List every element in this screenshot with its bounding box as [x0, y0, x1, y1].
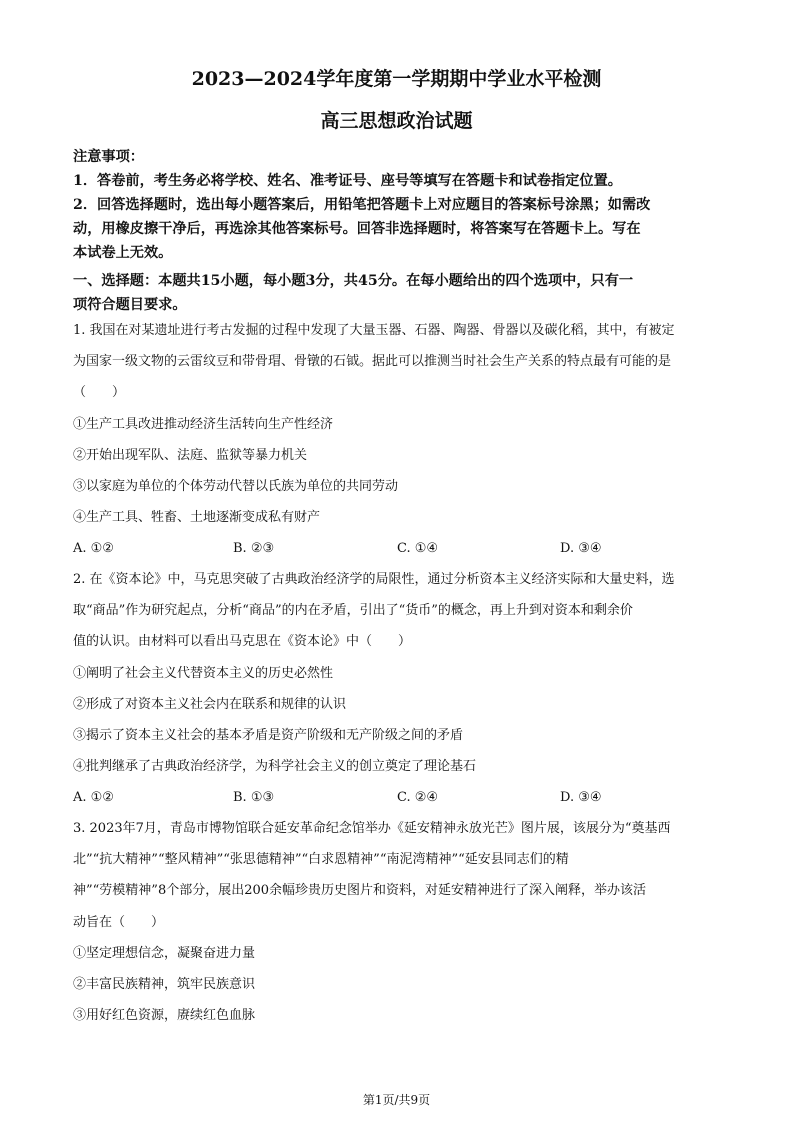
q2-stem-line-1: 2. 在《资本论》中，马克思突破了古典政治经济学的局限性，通过分析资本主义经济实际和大量史料，选	[73, 572, 675, 587]
notes-item-2-line-1: 2．回答选择题时，选出每小题答案后，用铅笔把答题卡上对应题目的答案标号涂黑；如需改	[73, 197, 651, 213]
q2-statement-4: ④批判继承了古典政治经济学，为科学社会主义的创立奠定了理论基石	[73, 759, 477, 774]
q2-option-d[interactable]: D. ③④	[560, 790, 602, 805]
q2-options	[73, 789, 729, 807]
q1-option-c[interactable]: C. ①④	[397, 541, 439, 556]
exam-subtitle: 高三思想政治试题	[320, 110, 473, 132]
q2-option-b[interactable]: B. ①③	[233, 790, 275, 805]
notes-item-2-line-3: 本试卷上无效。	[73, 245, 173, 261]
notes-item-1: 1．答卷前，考生务必将学校、姓名、准考证号、座号等填写在答题卡和试卷指定位置。	[73, 173, 622, 189]
q2-statement-3: ③揭示了资本主义社会的基本矛盾是资产阶级和无产阶级之间的矛盾	[73, 728, 464, 743]
q1-options	[73, 540, 729, 558]
q1-option-b[interactable]: B. ②③	[233, 541, 275, 556]
q3-stem-line-1: 3. 2023年7月，青岛市博物馆联合延安革命纪念馆举办《延安精神永放光芒》图片展，该展分为“奠基西	[73, 821, 671, 836]
q1-option-a[interactable]: A. ①②	[73, 541, 114, 556]
q3-stem-line-4: 动旨在（ ）	[73, 915, 165, 930]
q2-option-a[interactable]: A. ①②	[73, 790, 114, 805]
q2-stem-line-2: 取“商品”作为研究起点，分析“商品”的内在矛盾，引出了“货币”的概念，再上升到对资本和剩余价	[73, 603, 633, 618]
q1-statement-3: ③以家庭为单位的个体劳动代替以氏族为单位的共同劳动	[73, 479, 399, 494]
q3-statement-1: ①坚定理想信念，凝聚奋进力量	[73, 946, 256, 961]
q2-statement-2: ②形成了对资本主义社会内在联系和规律的认识	[73, 697, 347, 712]
q1-stem-line-2: 为国家一级文物的云雷纹豆和带骨瑁、骨镦的石钺。据此可以推测当时社会生产关系的特点最有可能的是	[73, 354, 672, 369]
notes-item-2-line-2: 动，用橡皮擦干净后，再选涂其他答案标号。回答非选择题时，将答案写在答题卡上。写在	[73, 221, 641, 237]
q2-stem-line-3: 值的认识。由材料可以看出马克思在《资本论》中（ ）	[73, 634, 412, 649]
section-1-heading-line-2: 项符合题目要求。	[73, 297, 187, 313]
q1-statement-1: ①生产工具改进推动经济生活转向生产性经济	[73, 417, 334, 432]
q3-stem-line-3: 神”“劳模精神”8个部分，展出200余幅珍贵历史图片和资料，对延安精神进行了深入阐释，举办该活	[73, 883, 647, 898]
q2-statement-1: ①阐明了社会主义代替资本主义的历史必然性	[73, 666, 334, 681]
q1-statement-4: ④生产工具、牲畜、土地逐渐变成私有财产	[73, 510, 321, 525]
q3-statement-3: ③用好红色资源，赓续红色血脉	[73, 1008, 256, 1023]
section-1-heading-line-1: 一、选择题：本题共15小题，每小题3分，共45分。在每小题给出的四个选项中，只有一	[73, 273, 634, 289]
notes-heading: 注意事项：	[73, 149, 144, 165]
q1-statement-2: ②开始出现军队、法庭、监狱等暴力机关	[73, 448, 308, 463]
q1-stem-line-3: （ ）	[73, 385, 126, 400]
q1-option-d[interactable]: D. ③④	[560, 541, 602, 556]
q2-option-c[interactable]: C. ②④	[397, 790, 439, 805]
q3-stem-line-2: 北”“抗大精神”“整风精神”“张思德精神”“白求恩精神”“南泥湾精神”“延安县同志们的精	[73, 852, 569, 867]
q3-statement-2: ②丰富民族精神，筑牢民族意识	[73, 977, 256, 992]
page-number: 第1页/共9页	[362, 1093, 431, 1107]
q1-stem-line-1: 1. 我国在对某遗址进行考古发掘的过程中发现了大量玉器、石器、陶器、骨器以及碳化稻，其中，有被定	[73, 323, 675, 338]
exam-title: 2023—2024学年度第一学期期中学业水平检测	[191, 68, 602, 90]
